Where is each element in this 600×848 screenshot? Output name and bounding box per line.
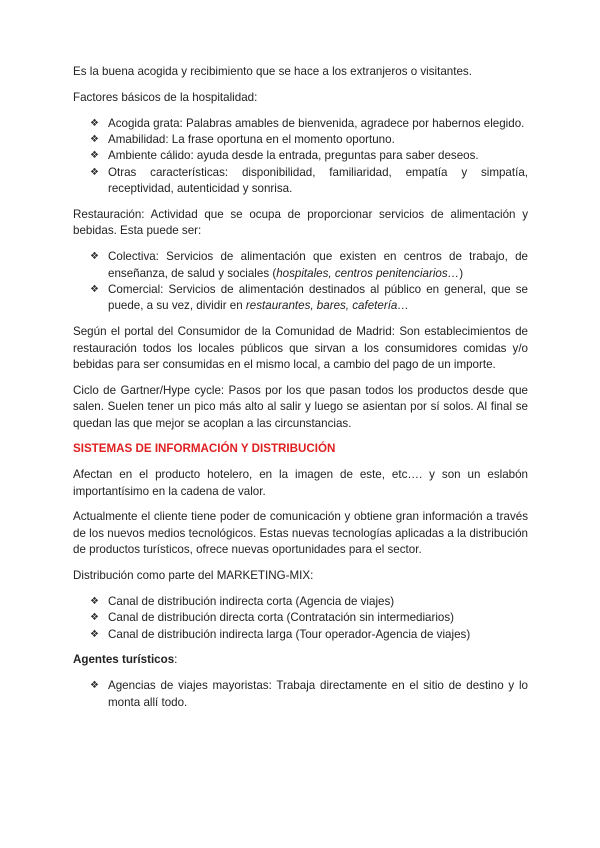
paragraph-marketing-mix: Distribución como parte del MARKETING-MIX: [73,569,314,583]
diamond-bullet-icon: ❖ [90,628,99,640]
list-item: ❖ Canal de distribución directa corta (Contratación sin intermediarios) [73,610,528,626]
list-item: ❖ Amabilidad: La frase oportuna en el momento oportuno. [73,132,528,148]
paragraph-restauracion: Restauración: Actividad que se ocupa de proporcionar servicios de alimentación y bebidas. Esta puede ser: [73,208,528,238]
diamond-bullet-icon: ❖ [90,251,99,263]
diamond-bullet-icon: ❖ [90,595,99,607]
list-item: ❖ Agencias de viajes mayoristas: Trabaja directamente en el sitio de destino y lo monta allí todo. [90,679,528,709]
diamond-bullet-icon: ❖ [90,166,99,178]
paragraph-hospitality-factors: Factores básicos de la hospitalidad: [73,90,258,104]
list-item: ❖ Acogida grata: Palabras amables de bienvenida, agradece por habernos elegido. [73,116,528,132]
section-heading: SISTEMAS DE INFORMACIÓN Y DISTRIBUCIÓN [73,442,336,456]
list-agentes-turisticos [73,678,528,711]
paragraph-gartner-cycle: Ciclo de Gartner/Hype cycle: Pasos por los que pasan todos los productos desde que salen. Suelen tener un pico más alto al salir y luego se asientan por sí solos. Al final se quedan las que mejor se acoplan a las circunstancias. [73,383,528,430]
list-item: ❖ Canal de distribución indirecta corta (Agencia de viajes) [73,594,528,610]
diamond-bullet-icon: ❖ [90,284,99,296]
diamond-bullet-icon: ❖ [90,117,99,129]
paragraph-affect-product: Afectan en el producto hotelero, en la imagen de este, etc…. y son un eslabón importantísimo en la cadena de valor. [73,468,528,498]
diamond-bullet-icon: ❖ [90,612,99,624]
diamond-bullet-icon: ❖ [90,680,99,692]
diamond-bullet-icon: ❖ [90,150,99,162]
paragraph-client-power: Actualmente el cliente tiene poder de comunicación y obtiene gran información a través de los nuevos medios tecnológicos. Estas nuevas tecnologías aplicadas a la distribución de productos turísticos, ofrece nuevas oportunidades para el sector. [73,510,528,557]
paragraph-consumidor-madrid: Según el portal del Consumidor de la Comunidad de Madrid: Son establecimientos de restauración todos los locales públicos que sirvan a los consumidores comidas y/o bebidas para ser consumidas en el mismo local, a cambio del pago de un importe. [73,325,528,372]
list-distribution-channels [73,594,528,643]
document-page [73,64,528,720]
paragraph-hospitality-definition: Es la buena acogida y recibimiento que se hace a los extranjeros o visitantes. [73,65,472,78]
diamond-bullet-icon: ❖ [90,134,99,145]
list-item: ❖ Comercial: Servicios de alimentación destinados al público en general, que se puede, a su vez, dividir en restaurantes, bares, cafetería… [90,283,528,313]
list-restauracion-types [73,249,528,315]
list-item: ❖ Colectiva: Servicios de alimentación que existen en centros de trabajo, de enseñanza, de salud y sociales (hospitales, centros penitenciarios…) [90,250,528,280]
list-hospitality-factors [73,116,528,198]
list-item: ❖ Ambiente cálido: ayuda desde la entrada, preguntas para saber deseos. [73,148,528,164]
agentes-turisticos-title: Agentes turísticos: [73,653,178,667]
list-item: ❖ Otras características: disponibilidad, familiaridad, empatía y simpatía, receptividad, autenticidad y sonrisa. [90,165,528,196]
list-item: ❖ Canal de distribución indirecta larga (Tour operador-Agencia de viajes) [73,627,528,643]
